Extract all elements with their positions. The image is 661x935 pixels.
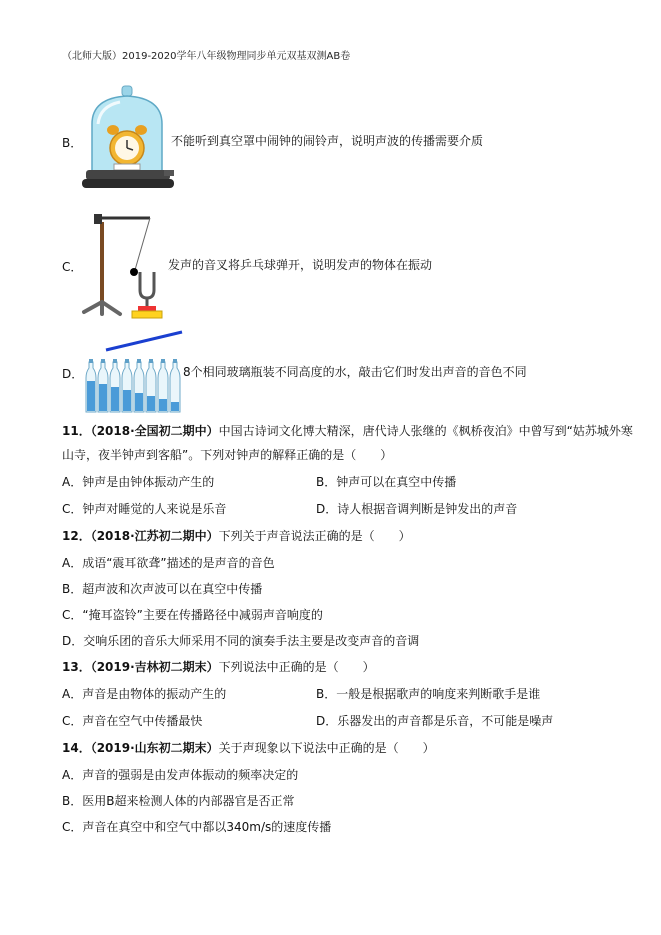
q13-option-a: A．声音是由物体的振动产生的 [62, 687, 227, 701]
question-11-stem-1: 中国古诗词文化博大精深，唐代诗人张继的《枫桥夜泊》中曾写到“姑苏城外寒 [218, 424, 633, 438]
question-11-source: （2018·全国初二期中） [90, 424, 219, 438]
eight-water-bottles-icon [84, 328, 184, 416]
question-12-number: 12． [62, 529, 91, 543]
question-14-stem: 关于声现象以下说法中正确的是（ ） [218, 741, 435, 755]
bottle-water [123, 390, 131, 411]
question-14-source: （2019·山东初二期末） [90, 741, 219, 755]
question-13-line [62, 659, 375, 675]
tuning-fork-pendulum-icon [80, 210, 170, 320]
bottle-water [87, 381, 95, 411]
q11-option-b: B．钟声可以在真空中传播 [316, 475, 457, 489]
question-14-number: 14． [62, 741, 91, 755]
bottle-cap [161, 359, 165, 363]
option-c-letter: C． [62, 260, 83, 274]
question-14-line [62, 740, 435, 756]
q11-option-d: D．诗人根据音调判断是钟发出的声音 [316, 502, 518, 516]
q13-option-c: C．声音在空气中传播最快 [62, 714, 203, 728]
q11-option-c: C．钟声对睡觉的人来说是乐音 [62, 502, 227, 516]
option-d-text: 8个相同玻璃瓶装不同高度的水，敲击它们时发出声音的音色不同 [183, 365, 527, 379]
q12-option-b: B．超声波和次声波可以在真空中传播 [62, 582, 263, 596]
bottle-water [111, 387, 119, 411]
q12-option-d: D．交响乐团的音乐大师采用不同的演奏手法主要是改变声音的音调 [62, 634, 420, 648]
bottle-cap [113, 359, 117, 363]
q14-option-a: A．声音的强弱是由发声体振动的频率决定的 [62, 768, 299, 782]
question-11-number: 11． [62, 424, 91, 438]
question-12-line [62, 528, 411, 544]
bottle-cap [89, 359, 93, 363]
question-13-stem: 下列说法中正确的是（ ） [218, 660, 375, 674]
bottle-water [171, 402, 179, 411]
q13-option-d: D．乐器发出的声音都是乐音，不可能是噪声 [316, 714, 554, 728]
bottle-cap [101, 359, 105, 363]
question-13-number: 13． [62, 660, 91, 674]
option-b-text: 不能听到真空罩中闹钟的闹铃声，说明声波的传播需要介质 [171, 134, 484, 148]
bottle-cap [173, 359, 177, 363]
question-11-line-2: 山寺，夜半钟声到客船”。下列对钟声的解释正确的是（ ） [62, 448, 393, 462]
q14-option-b: B．医用B超来检测人体的内部器官是否正常 [62, 794, 295, 808]
option-d-letter: D． [62, 367, 84, 381]
q11-option-a: A．钟声是由钟体振动产生的 [62, 475, 215, 489]
option-b-letter: B． [62, 136, 83, 150]
q12-option-c: C．“掩耳盗铃”主要在传播路径中减弱声音响度的 [62, 608, 323, 622]
bell-jar-alarm-clock-icon [80, 84, 176, 192]
bottle-cap [125, 359, 129, 363]
question-11-line-1 [62, 423, 633, 439]
option-c-text: 发声的音叉将乒乓球弹开，说明发声的物体在振动 [168, 258, 433, 272]
bottle-water [147, 396, 155, 411]
bottle-cap [149, 359, 153, 363]
bottle-water [135, 393, 143, 411]
bottle-water [99, 384, 107, 411]
q13-option-b: B．一般是根据歌声的响度来判断歌手是谁 [316, 687, 541, 701]
question-12-stem: 下列关于声音说法正确的是（ ） [218, 529, 411, 543]
question-13-source: （2019·吉林初二期末） [90, 660, 219, 674]
page-header: （北师大版）2019-2020学年八年级物理同步单元双基双测AB卷 [62, 51, 351, 62]
q12-option-a: A．成语“震耳欲聋”描述的是声音的音色 [62, 556, 275, 570]
q14-option-c: C．声音在真空中和空气中都以340m/s的速度传播 [62, 820, 332, 834]
bottle-cap [137, 359, 141, 363]
question-12-source: （2018·江苏初二期中） [90, 529, 219, 543]
bottle-water [159, 399, 167, 411]
